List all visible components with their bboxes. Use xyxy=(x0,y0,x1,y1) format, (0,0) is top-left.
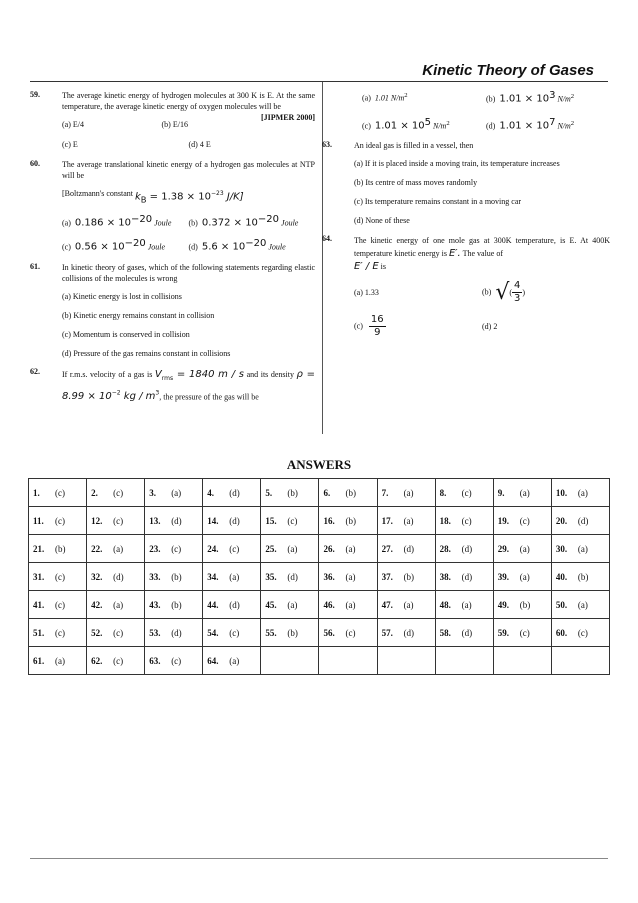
footer-divider xyxy=(30,858,608,859)
answer-number: 30. xyxy=(555,543,568,554)
answer-option: (d) xyxy=(461,627,473,638)
answer-cell xyxy=(145,479,203,507)
answer-number: 19. xyxy=(497,515,509,526)
answer-number: 49. xyxy=(497,599,509,610)
option-a: (a) $0.186 \times 10^{-20}$ Joule xyxy=(62,214,172,229)
answer-option: (a) xyxy=(403,599,414,610)
answer-cell xyxy=(203,619,261,647)
answer-option: (c) xyxy=(113,627,124,638)
answer-cell xyxy=(319,535,377,563)
question-number: 60. xyxy=(30,159,40,168)
answer-option: (a) xyxy=(55,655,65,666)
answer-cell xyxy=(551,535,609,563)
answer-option: (d) xyxy=(461,543,473,554)
answer-option: (a) xyxy=(403,487,414,498)
answer-number: 64. xyxy=(207,655,219,666)
answer-cell xyxy=(203,647,261,675)
answer-option: (d) xyxy=(403,543,415,554)
answer-number: 11. xyxy=(33,515,44,526)
answer-option: (c) xyxy=(55,599,65,610)
answer-number: 37. xyxy=(381,571,393,582)
answer-number: 2. xyxy=(91,487,98,498)
answer-cell xyxy=(493,535,551,563)
option-b: (b) E/16 xyxy=(161,120,188,129)
answer-number: 27. xyxy=(381,543,393,554)
answer-cell xyxy=(261,647,319,675)
answer-number: 51. xyxy=(33,627,45,638)
option-c: (c) Momentum is conserved in collision xyxy=(62,329,190,339)
right-column xyxy=(322,90,610,348)
answer-option: (a) xyxy=(403,515,414,526)
answer-option: (d) xyxy=(403,627,415,638)
answer-cell xyxy=(435,479,493,507)
answer-number: 58. xyxy=(439,627,451,638)
question-text: The average translational kinetic energy of a hydrogen gas molecules at NTP will be xyxy=(62,160,315,180)
question-number: 59. xyxy=(30,90,40,99)
answer-number: 28. xyxy=(439,543,451,554)
option-c: (c) $0.56 \times 10^{-20}$ Joule xyxy=(62,237,166,253)
answer-option: (a) xyxy=(113,543,124,554)
answer-cell xyxy=(551,647,609,675)
question-62: 62. If r.m.s. velocity of a gas is $V_{rms} = 1840$ m / s and its density $\rho = 8.99 \times 10^{-2}$ kg / $m^3$, the pressure of the gas will be xyxy=(30,366,316,402)
option-c: (c) Its temperature remains constant in a moving car xyxy=(354,197,522,207)
answer-option: (c) xyxy=(229,627,240,638)
answer-cell xyxy=(493,507,551,535)
answer-number: 40. xyxy=(555,571,568,582)
answer-option: (a) xyxy=(519,487,530,498)
question-63 xyxy=(322,140,610,226)
question-text: In kinetic theory of gases, which of the following statements regarding elastic collisions of the molecules is wrong xyxy=(62,262,315,283)
answer-number: 44. xyxy=(207,599,219,610)
answer-cell xyxy=(29,479,87,507)
question-62-options xyxy=(330,90,610,131)
answer-number: 17. xyxy=(381,515,393,526)
option-d: (d) $5.6 \times 10^{-20}$ Joule xyxy=(188,237,286,253)
answers-row xyxy=(29,535,610,563)
answer-option: (c) xyxy=(229,543,240,554)
answers-row xyxy=(29,563,610,591)
answer-option: (a) xyxy=(461,599,472,610)
answer-cell xyxy=(203,507,261,535)
option-b: (b) $1.01 \times 10^3$ $N/m^2$ xyxy=(486,90,575,105)
answer-cell xyxy=(145,619,203,647)
answer-option: (d) xyxy=(171,515,182,526)
answer-number: 13. xyxy=(149,515,161,526)
answer-number: 20. xyxy=(555,515,568,526)
answer-cell xyxy=(493,563,551,591)
answer-number: 31. xyxy=(33,571,45,582)
answer-number: 62. xyxy=(91,655,103,666)
answer-cell xyxy=(145,591,203,619)
question-64: 64. The kinetic energy of one mole gas at 300K temperature, is E. At 400K temperature kinetic energy is E′. The value of E′ / E is (a) 1.33 (b) √ ( $\frac{4}{3}$ ) (c) $\frac{16}{9}$ (d) 2 xyxy=(322,234,610,339)
option-a: (a) 1.33 xyxy=(354,288,379,298)
answer-cell xyxy=(319,647,377,675)
answer-cell xyxy=(493,591,551,619)
answer-cell xyxy=(29,619,87,647)
question-source: [JIPMER 2000] xyxy=(261,113,315,122)
answer-option: (c) xyxy=(345,627,356,638)
answer-number: 21. xyxy=(33,543,45,554)
answer-option: (a) xyxy=(229,571,240,582)
option-b: (b) Its centre of mass moves randomly xyxy=(354,178,478,188)
boltzmann-note: [Boltzmann's constant $k_B = 1.38 \times 10^{-23}$ J/K] xyxy=(62,189,244,205)
answer-option: (c) xyxy=(577,627,588,638)
answer-cell xyxy=(377,591,435,619)
answer-option: (d) xyxy=(287,571,298,582)
answer-number: 36. xyxy=(323,571,335,582)
answer-number: 34. xyxy=(207,571,219,582)
answer-option: (a) xyxy=(345,543,356,554)
answer-cell xyxy=(493,647,551,675)
answer-cell xyxy=(261,479,319,507)
answer-option: (c) xyxy=(113,487,124,498)
answer-option: (d) xyxy=(229,487,240,498)
option-c: (c) $\frac{16}{9}$ xyxy=(354,314,384,339)
answer-cell xyxy=(551,563,609,591)
answer-cell xyxy=(87,647,145,675)
answer-number: 7. xyxy=(381,487,389,498)
answer-number: 18. xyxy=(439,515,451,526)
answer-number: 9. xyxy=(497,487,505,498)
answer-number: 10. xyxy=(555,487,568,498)
answer-number: 35. xyxy=(265,571,277,582)
answer-number: 54. xyxy=(207,627,219,638)
option-c: (c) E xyxy=(62,140,78,149)
answer-number: 32. xyxy=(91,571,103,582)
answer-option: (b) xyxy=(55,543,66,554)
answer-number: 48. xyxy=(439,599,451,610)
answer-cell xyxy=(261,591,319,619)
answer-option: (b) xyxy=(577,571,589,582)
answer-cell xyxy=(551,591,609,619)
answer-cell xyxy=(435,507,493,535)
option-a: (a) 1.01 $N/m^2$ xyxy=(362,92,408,103)
answers-row xyxy=(29,619,610,647)
option-a: (a) If it is placed inside a moving train, its temperature increases xyxy=(354,159,560,169)
option-b: (b) √ ( $\frac{4}{3}$ ) xyxy=(482,280,526,306)
answer-number: 29. xyxy=(497,543,509,554)
answer-cell xyxy=(319,507,377,535)
answer-option: (d) xyxy=(577,515,589,526)
answer-cell xyxy=(29,591,87,619)
answer-cell xyxy=(435,535,493,563)
answer-number: 16. xyxy=(323,515,335,526)
question-text: An ideal gas is filled in a vessel, then xyxy=(354,141,474,151)
answer-option: (a) xyxy=(171,487,182,498)
answer-option: (b) xyxy=(345,515,356,526)
answer-cell xyxy=(145,507,203,535)
answer-cell xyxy=(493,479,551,507)
question-number: 64. xyxy=(322,234,332,244)
answer-cell xyxy=(319,619,377,647)
answer-option: (a) xyxy=(577,599,588,610)
answer-option: (b) xyxy=(171,571,182,582)
answer-option: (c) xyxy=(287,515,298,526)
answer-cell xyxy=(377,563,435,591)
answer-number: 23. xyxy=(149,543,161,554)
answer-number: 41. xyxy=(33,599,45,610)
question-61 xyxy=(30,262,315,359)
answer-number: 59. xyxy=(497,627,509,638)
answer-cell xyxy=(261,535,319,563)
answer-cell xyxy=(29,647,87,675)
answer-option: (a) xyxy=(577,487,588,498)
answer-number: 55. xyxy=(265,627,277,638)
answer-cell xyxy=(435,647,493,675)
question-number: 63. xyxy=(322,140,332,150)
answer-option: (c) xyxy=(113,515,124,526)
answer-option: (a) xyxy=(345,599,356,610)
answer-number: 53. xyxy=(149,627,161,638)
option-a: (a) Kinetic energy is lost in collisions xyxy=(62,291,182,301)
option-b: (b) $0.372 \times 10^{-20}$ Joule xyxy=(188,214,299,229)
answer-number: 52. xyxy=(91,627,103,638)
answer-option: (b) xyxy=(345,487,356,498)
answer-number: 50. xyxy=(555,599,568,610)
option-d: (d) $1.01 \times 10^7$ $N/m^2$ xyxy=(486,116,575,132)
answers-row xyxy=(29,591,610,619)
answer-option: (c) xyxy=(171,655,182,666)
answer-cell xyxy=(319,479,377,507)
answer-cell xyxy=(145,535,203,563)
answer-number: 38. xyxy=(439,571,451,582)
answer-cell xyxy=(29,507,87,535)
answers-table xyxy=(28,478,610,675)
answer-cell xyxy=(203,563,261,591)
option-b: (b) Kinetic energy remains constant in collision xyxy=(62,310,215,320)
question-59 xyxy=(30,90,315,150)
option-c: (c) $1.01 \times 10^5$ $N/m^2$ xyxy=(362,116,450,132)
answer-option: (c) xyxy=(461,515,472,526)
answer-cell xyxy=(319,591,377,619)
answer-option: (c) xyxy=(519,627,530,638)
answer-cell xyxy=(261,507,319,535)
answers-row xyxy=(29,647,610,675)
answer-cell xyxy=(493,619,551,647)
answer-number: 47. xyxy=(381,599,393,610)
page-title: Kinetic Theory of Gases xyxy=(422,62,594,79)
option-d: (d) 4 E xyxy=(188,140,211,149)
answer-option: (b) xyxy=(287,627,298,638)
answer-cell xyxy=(203,591,261,619)
answer-number: 43. xyxy=(149,599,161,610)
answer-number: 33. xyxy=(149,571,161,582)
answer-option: (a) xyxy=(345,571,356,582)
answer-cell xyxy=(87,591,145,619)
answer-cell xyxy=(551,507,609,535)
answer-cell xyxy=(377,479,435,507)
answer-number: 26. xyxy=(323,543,335,554)
answer-cell xyxy=(87,619,145,647)
answer-option: (d) xyxy=(113,571,124,582)
answer-cell xyxy=(145,563,203,591)
option-a: (a) E/4 xyxy=(62,120,84,129)
answer-option: (a) xyxy=(519,543,530,554)
answer-option: (c) xyxy=(55,571,65,582)
answer-number: 46. xyxy=(323,599,335,610)
answer-cell xyxy=(261,619,319,647)
answer-cell xyxy=(377,535,435,563)
answers-heading: ANSWERS xyxy=(286,457,352,472)
answer-cell xyxy=(203,479,261,507)
answer-number: 61. xyxy=(33,655,45,666)
answer-option: (b) xyxy=(519,599,531,610)
answer-cell xyxy=(87,507,145,535)
answer-cell xyxy=(435,563,493,591)
answer-option: (c) xyxy=(113,655,124,666)
answer-number: 56. xyxy=(323,627,335,638)
answer-number: 1. xyxy=(33,487,40,498)
answer-number: 12. xyxy=(91,515,103,526)
answer-number: 22. xyxy=(91,543,103,554)
question-number: 61. xyxy=(30,261,40,271)
left-column xyxy=(30,90,315,412)
answer-option: (c) xyxy=(55,627,65,638)
answer-option: (b) xyxy=(287,487,298,498)
answer-option: (b) xyxy=(171,599,182,610)
option-d: (d) None of these xyxy=(354,216,410,226)
answer-number: 60. xyxy=(555,627,568,638)
answer-cell xyxy=(377,619,435,647)
answer-cell xyxy=(435,619,493,647)
answer-option: (d) xyxy=(461,571,473,582)
answer-number: 8. xyxy=(439,487,447,498)
question-number: 62. xyxy=(30,366,40,376)
answer-option: (c) xyxy=(519,515,530,526)
answer-number: 39. xyxy=(497,571,509,582)
answer-number: 57. xyxy=(381,627,393,638)
answer-cell xyxy=(87,563,145,591)
answer-cell xyxy=(87,479,145,507)
answer-option: (c) xyxy=(55,487,65,498)
answer-option: (a) xyxy=(577,543,588,554)
answer-cell xyxy=(377,507,435,535)
answer-option: (a) xyxy=(519,571,530,582)
answer-cell xyxy=(145,647,203,675)
answer-cell xyxy=(203,535,261,563)
answers-row xyxy=(29,479,610,507)
answer-cell xyxy=(377,647,435,675)
answer-number: 15. xyxy=(265,515,277,526)
answer-cell xyxy=(551,619,609,647)
question-text: The average kinetic energy of hydrogen molecules at 300 K is E. At the same temperature, the average kinetic energy of oxygen molecules will be xyxy=(62,91,315,111)
answer-number: 24. xyxy=(207,543,219,554)
answer-cell xyxy=(87,535,145,563)
answer-number: 25. xyxy=(265,543,277,554)
question-text: The kinetic energy of one mole gas at 300K temperature, is E. At 400K temperature kinetic energy is xyxy=(354,236,610,259)
answer-option: (a) xyxy=(229,655,240,666)
answer-number: 4. xyxy=(207,487,215,498)
answer-number: 5. xyxy=(265,487,273,498)
answer-option: (b) xyxy=(403,571,415,582)
answer-option: (d) xyxy=(229,599,240,610)
answers-row xyxy=(29,507,610,535)
answer-option: (d) xyxy=(229,515,240,526)
answer-option: (d) xyxy=(171,627,182,638)
answer-cell xyxy=(29,563,87,591)
answer-cell xyxy=(29,535,87,563)
answer-option: (a) xyxy=(287,599,298,610)
answer-number: 6. xyxy=(323,487,331,498)
answer-cell xyxy=(435,591,493,619)
answer-number: 42. xyxy=(91,599,103,610)
answer-number: 14. xyxy=(207,515,219,526)
answer-cell xyxy=(319,563,377,591)
answer-option: (c) xyxy=(461,487,472,498)
answer-cell xyxy=(261,563,319,591)
option-d: (d) Pressure of the gas remains constant in collisions xyxy=(62,348,231,358)
answer-option: (c) xyxy=(171,543,182,554)
answer-number: 63. xyxy=(149,655,161,666)
option-d: (d) 2 xyxy=(482,322,498,332)
header-divider xyxy=(30,81,608,82)
answer-number: 3. xyxy=(149,487,156,498)
answer-cell xyxy=(551,479,609,507)
answer-number: 45. xyxy=(265,599,277,610)
answer-option: (c) xyxy=(55,515,65,526)
question-60 xyxy=(30,159,315,253)
answer-option: (a) xyxy=(287,543,298,554)
answer-option: (a) xyxy=(113,599,124,610)
